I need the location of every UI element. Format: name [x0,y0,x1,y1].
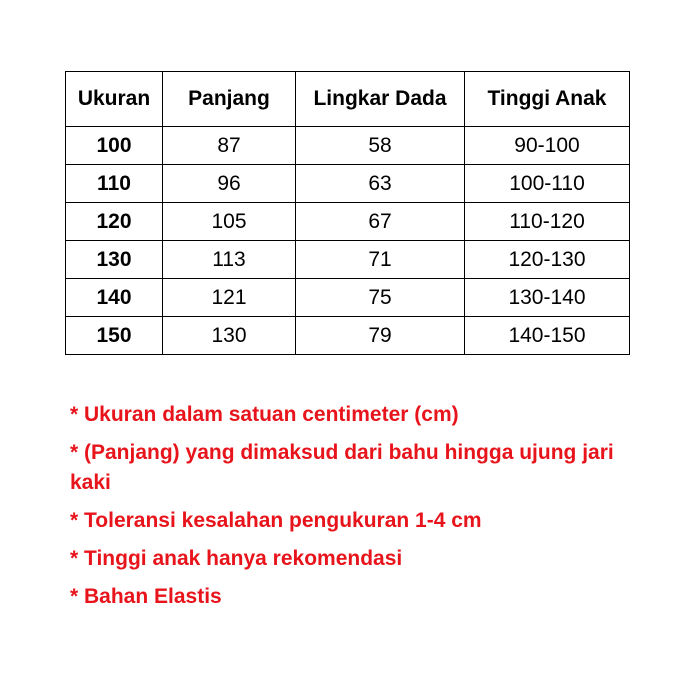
header-ukuran: Ukuran [66,72,163,127]
cell-ukuran: 110 [66,165,163,203]
cell-ukuran: 120 [66,203,163,241]
table-row [66,317,630,355]
cell-tinggi-anak: 140-150 [465,317,630,355]
note-item: * Ukuran dalam satuan centimeter (cm) [70,403,459,426]
cell-lingkar-dada: 67 [296,203,465,241]
cell-panjang: 105 [163,203,296,241]
cell-tinggi-anak: 110-120 [465,203,630,241]
header-tinggi-anak: Tinggi Anak [465,72,630,127]
cell-panjang: 87 [163,127,296,165]
cell-tinggi-anak: 90-100 [465,127,630,165]
note-item: * Toleransi kesalahan pengukuran 1-4 cm [70,509,482,532]
cell-panjang: 96 [163,165,296,203]
header-lingkar-dada: Lingkar Dada [296,72,465,127]
cell-lingkar-dada: 63 [296,165,465,203]
cell-ukuran: 100 [66,127,163,165]
cell-panjang: 121 [163,279,296,317]
cell-lingkar-dada: 58 [296,127,465,165]
table-header-row [66,72,630,127]
table-row [66,279,630,317]
note-item: * Bahan Elastis [70,585,222,608]
cell-lingkar-dada: 75 [296,279,465,317]
notes-list [70,400,630,620]
table-row [66,127,630,165]
note-item: * Tinggi anak hanya rekomendasi [70,547,403,570]
table-row [66,165,630,203]
cell-panjang: 113 [163,241,296,279]
table-row [66,203,630,241]
cell-tinggi-anak: 130-140 [465,279,630,317]
cell-ukuran: 150 [66,317,163,355]
cell-lingkar-dada: 71 [296,241,465,279]
size-chart-table [65,71,630,355]
cell-panjang: 130 [163,317,296,355]
header-panjang: Panjang [163,72,296,127]
cell-tinggi-anak: 120-130 [465,241,630,279]
cell-lingkar-dada: 79 [296,317,465,355]
cell-ukuran: 140 [66,279,163,317]
cell-ukuran: 130 [66,241,163,279]
table-row [66,241,630,279]
note-item: * (Panjang) yang dimaksud dari bahu hingga ujung jari kaki [70,441,614,494]
cell-tinggi-anak: 100-110 [465,165,630,203]
